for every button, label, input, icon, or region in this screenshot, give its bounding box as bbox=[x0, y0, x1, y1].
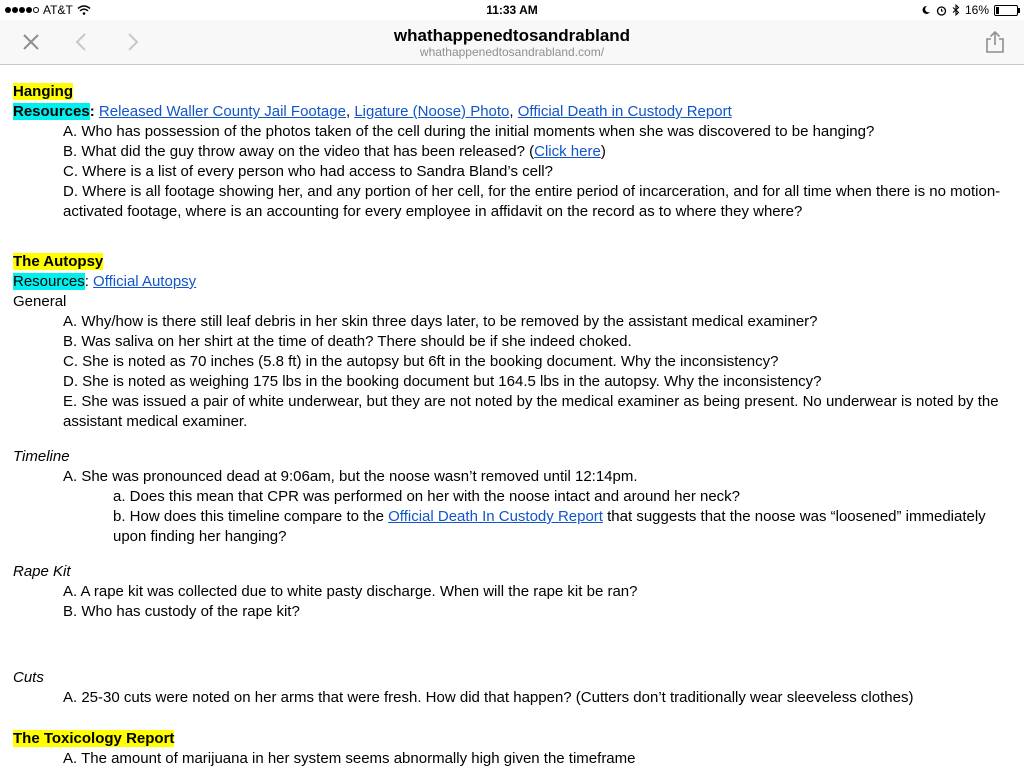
status-right bbox=[921, 3, 1018, 17]
section-autopsy bbox=[13, 252, 1013, 708]
list-item: A. 25-30 cuts were noted on her arms that were fresh. How did that happen? (Cutters don’t traditionally wear sleeveless clothes) bbox=[63, 689, 914, 706]
list-item: A. Who has possession of the photos taken of the cell during the initial moments when she was discovered to be hanging? bbox=[63, 123, 875, 140]
link-noose-photo[interactable]: Ligature (Noose) Photo bbox=[354, 103, 510, 120]
page-content bbox=[13, 82, 1013, 769]
carrier-name: AT&T bbox=[43, 3, 73, 17]
list-item: D. She is noted as weighing 175 lbs in the booking document but 164.5 lbs in the autopsy. Why the inconsistency? bbox=[63, 373, 822, 390]
section-hanging bbox=[13, 82, 1013, 222]
status-bar bbox=[0, 0, 1024, 20]
section-heading: Hanging bbox=[13, 83, 73, 100]
battery-percent: 16% bbox=[964, 3, 989, 17]
link-death-custody-report[interactable]: Official Death in Custody Report bbox=[517, 103, 732, 120]
list-item: A. The amount of marijuana in her system seems abnormally high given the timeframe bbox=[63, 750, 636, 767]
share-button[interactable] bbox=[980, 28, 1010, 56]
browser-nav-bar bbox=[0, 20, 1024, 65]
alarm-icon bbox=[936, 5, 947, 16]
list-item: b. How does this timeline compare to the Official Death In Custody Report that suggests that the noose was “loosened” immediately upon finding her hanging? bbox=[113, 508, 986, 545]
battery-fill bbox=[996, 7, 999, 14]
link-death-custody-report-2[interactable]: Official Death In Custody Report bbox=[388, 508, 603, 525]
resources-line: Resources: Released Waller County Jail Footage, Ligature (Noose) Photo, Official Death in Custody Report bbox=[13, 103, 732, 120]
resources-line: Resources: Official Autopsy bbox=[13, 273, 197, 290]
section-heading: The Toxicology Report bbox=[13, 730, 175, 747]
link-click-here[interactable]: Click here bbox=[534, 143, 601, 160]
resources-label: Resources bbox=[13, 273, 85, 290]
list-item: C. Where is a list of every person who had access to Sandra Bland’s cell? bbox=[63, 163, 553, 180]
clock: 11:33 AM bbox=[486, 3, 538, 17]
list-item: B. Who has custody of the rape kit? bbox=[63, 603, 300, 620]
list-item: B. What did the guy throw away on the video that has been released? (Click here) bbox=[63, 143, 606, 160]
list-item: D. Where is all footage showing her, and any portion of her cell, for the entire period of incarceration, and for all time when there is no motion-activated footage, where is an accounting for every employee in affidavit on the record as to where they where? bbox=[63, 183, 1001, 220]
page-url[interactable]: whathappenedtosandrabland.com/ bbox=[419, 45, 605, 59]
section-toxicology bbox=[13, 729, 1013, 769]
list-item: a. Does this mean that CPR was performed on her with the noose intact and around her neck? bbox=[113, 488, 741, 505]
list-item: A. She was pronounced dead at 9:06am, but the noose wasn’t removed until 12:14pm. bbox=[63, 468, 638, 485]
moon-icon bbox=[921, 5, 931, 15]
subsection-label: General bbox=[13, 293, 67, 310]
subsection-label: Timeline bbox=[13, 448, 70, 465]
subsection-label: Cuts bbox=[13, 669, 44, 686]
page-title: whathappenedtosandrabland bbox=[393, 26, 631, 45]
link-official-autopsy[interactable]: Official Autopsy bbox=[93, 273, 197, 290]
resources-label: Resources bbox=[13, 103, 90, 120]
section-heading: The Autopsy bbox=[13, 253, 104, 270]
bluetooth-icon bbox=[952, 4, 960, 16]
list-item: C. She is noted as 70 inches (5.8 ft) in the autopsy but 6ft in the booking document. Why the inconsistency? bbox=[63, 353, 779, 370]
share-icon bbox=[984, 30, 1006, 54]
link-jail-footage[interactable]: Released Waller County Jail Footage bbox=[98, 103, 346, 120]
battery-icon bbox=[994, 5, 1018, 16]
list-item: A. Why/how is there still leaf debris in her skin three days later, to be removed by the assistant medical examiner? bbox=[63, 313, 818, 330]
list-item: E. She was issued a pair of white underwear, but they are not noted by the medical examiner as being present. No underwear is noted by the assistant medical examiner. bbox=[63, 393, 999, 430]
list-item: A. A rape kit was collected due to white pasty discharge. When will the rape kit be ran? bbox=[63, 583, 638, 600]
list-item: B. Was saliva on her shirt at the time of death? There should be if she indeed choked. bbox=[63, 333, 632, 350]
subsection-label: Rape Kit bbox=[13, 563, 71, 580]
